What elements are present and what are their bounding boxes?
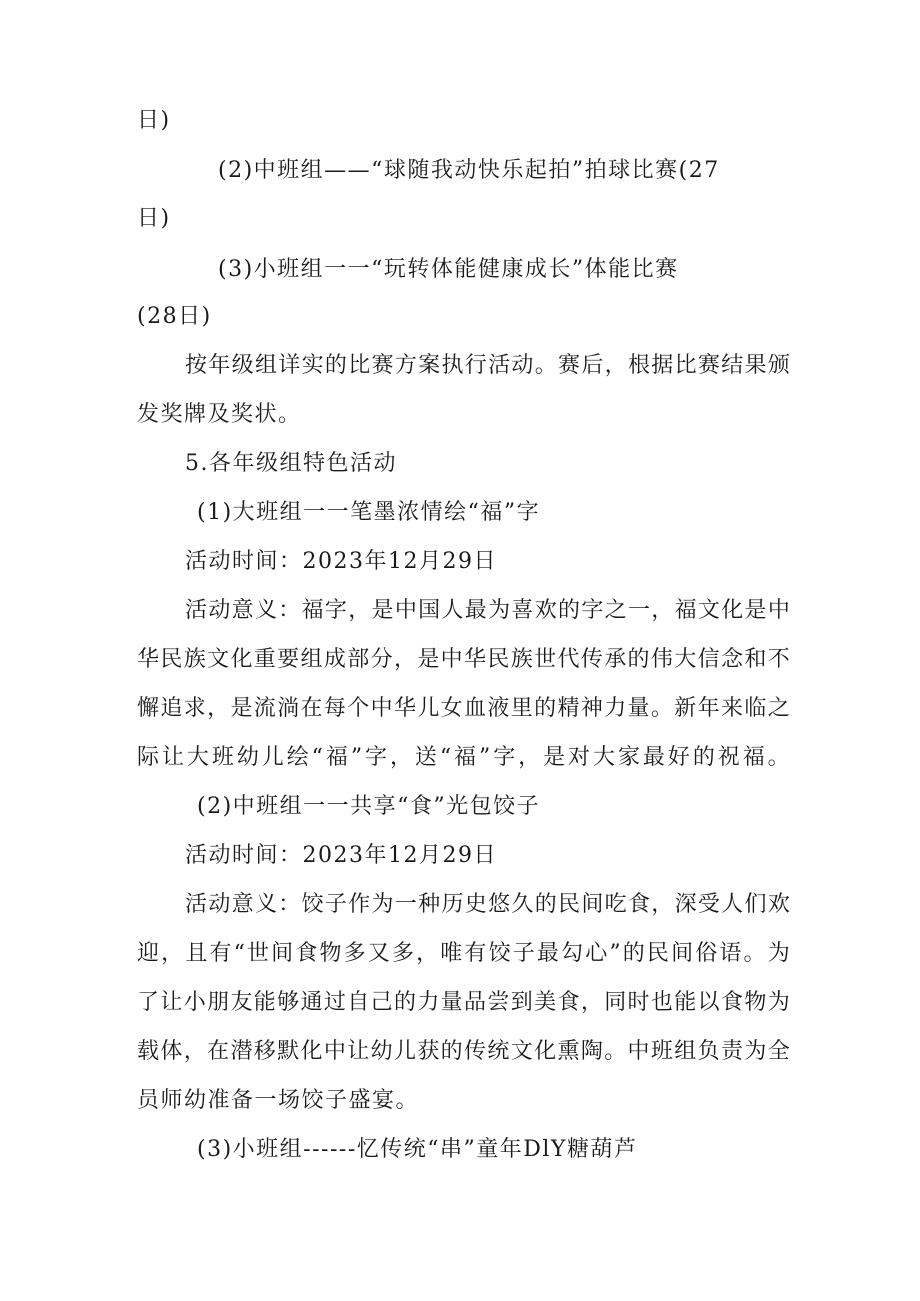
text-line: 发奖牌及奖状。 xyxy=(137,402,302,427)
text-line: 活 动 意 义 ： 饺 子 作 为 一 种 历 史 悠 久 的 民 间 吃 食 ， 深 受 人 们 欢 xyxy=(185,892,790,917)
text-line: 载 体 ， 在 潜 移 默 化 中 让 幼 儿 获 的 传 统 文 化 熏 陶 。 中 班 组 负 责 为 全 xyxy=(137,1039,790,1064)
text-line: 日) xyxy=(137,206,171,231)
activity-time: 活动时间：2023年12月29日 xyxy=(185,549,497,574)
subsection-heading: (2)中班组一一共享“食”光包饺子 xyxy=(197,794,541,819)
text-line: 活 动 意 义 ： 福 字 ， 是 中 国 人 最 为 喜 欢 的 字 之 一 ， 福 文 化 是 中 xyxy=(185,598,790,623)
activity-time: 活动时间：2023年12月29日 xyxy=(185,843,497,868)
subsection-heading: (3)小班组------忆传统“串”童年DlY糖葫芦 xyxy=(197,1137,638,1162)
text-line: 际 让 大 班 幼 儿 绘 “ 福 ” 字 ， 送 “ 福 ” 字 ， 是 对 大 家 最 好 的 祝 福 。 xyxy=(137,745,790,770)
text-line: 员师幼准备一场饺子盛宴。 xyxy=(137,1088,420,1113)
text-line: 迎 ， 且 有 “ 世 间 食 物 多 又 多 ， 唯 有 饺 子 最 勾 心 ” 的 民 间 俗 语 。 为 xyxy=(137,941,790,966)
text-line: 懈 追 求 ， 是 流 淌 在 每 个 中 华 儿 女 血 液 里 的 精 神 力 量 。 新 年 来 临 之 xyxy=(137,696,790,721)
text-line: (28日) xyxy=(137,304,212,329)
text-line: 日) xyxy=(137,108,171,133)
text-line: 了 让 小 朋 友 能 够 通 过 自 己 的 力 量 品 尝 到 美 食 ， 同 时 也 能 以 食 物 为 xyxy=(137,990,790,1015)
section-heading: 5.各年级组特色活动 xyxy=(185,451,397,476)
text-line: 华 民 族 文 化 重 要 组 成 部 分 ， 是 中 华 民 族 世 代 传 承 的 伟 大 信 念 和 不 xyxy=(137,647,790,672)
text-line: (3)小班组一一“玩转体能健康成长”体能比赛 xyxy=(218,257,679,282)
text-line: (2)中班组——“球随我动快乐起拍”拍球比赛(27 xyxy=(218,158,720,183)
subsection-heading: (1)大班组一一笔墨浓情绘“福”字 xyxy=(197,500,541,525)
text-line: 按 年 级 组 详 实 的 比 赛 方 案 执 行 活 动 。 赛 后 ， 根 据 比 赛 结 果 颁 xyxy=(185,353,790,378)
